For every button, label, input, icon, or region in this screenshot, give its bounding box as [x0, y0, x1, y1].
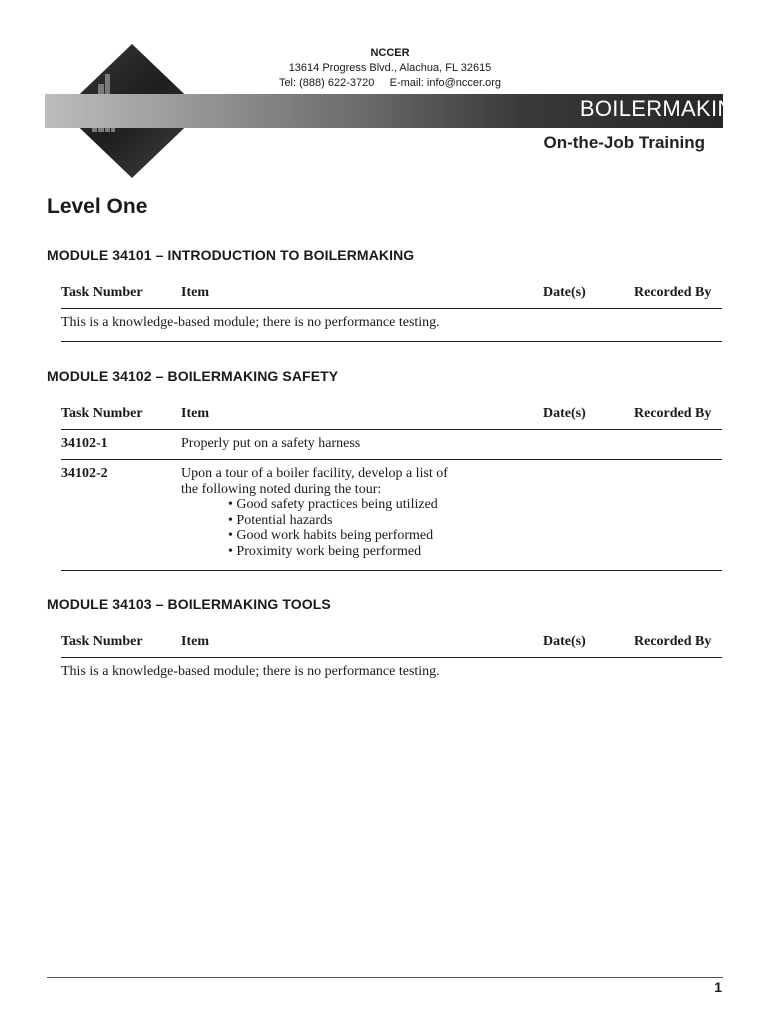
- level-title: Level One: [47, 195, 148, 218]
- page-number: 1: [714, 979, 722, 995]
- col-item: Item: [181, 285, 209, 300]
- bullet-item: • Good work habits being performed: [228, 528, 448, 544]
- col-dates: Date(s): [543, 634, 586, 649]
- table-header: [61, 634, 722, 658]
- col-dates: Date(s): [543, 285, 586, 300]
- col-task-number: Task Number: [61, 285, 143, 300]
- module-heading: MODULE 34102 – BOILERMAKING SAFETY: [47, 368, 339, 384]
- col-task-number: Task Number: [61, 406, 143, 421]
- bullet-list: [181, 497, 448, 559]
- module-heading: MODULE 34101 – INTRODUCTION TO BOILERMAKING: [47, 247, 415, 263]
- module-note: This is a knowledge-based module; there is no performance testing.: [61, 664, 440, 679]
- module-heading: MODULE 34103 – BOILERMAKING TOOLS: [47, 596, 331, 612]
- org-name: NCCER: [370, 47, 410, 59]
- phone-email: Tel: (888) 622-3720 E-mail: info@nccer.org: [278, 77, 502, 89]
- address: 13614 Progress Blvd., Alachua, FL 32615: [288, 62, 492, 74]
- col-task-number: Task Number: [61, 634, 143, 649]
- footer-rule: [47, 977, 723, 978]
- table-header: [61, 285, 722, 309]
- task-item-line: the following noted during the tour:: [181, 481, 382, 497]
- module-table: [61, 406, 722, 571]
- module-table: [61, 285, 722, 342]
- col-item: Item: [181, 634, 209, 649]
- module-note: This is a knowledge-based module; there is no performance testing.: [61, 315, 440, 330]
- task-item: Properly put on a safety harness: [181, 436, 361, 451]
- task-item: [181, 466, 448, 559]
- col-recorded-by: Recorded By: [634, 285, 712, 300]
- module-table: [61, 634, 722, 690]
- task-number: 34102-2: [61, 466, 108, 481]
- banner-title: BOILERMAKING: [579, 96, 751, 121]
- col-dates: Date(s): [543, 406, 586, 421]
- table-row: [61, 430, 722, 460]
- subtitle: On-the-Job Training: [543, 133, 705, 152]
- col-recorded-by: Recorded By: [634, 634, 712, 649]
- bullet-item: • Proximity work being performed: [228, 544, 448, 560]
- col-item: Item: [181, 406, 209, 421]
- table-row: [61, 658, 722, 690]
- col-recorded-by: Recorded By: [634, 406, 712, 421]
- task-number: 34102-1: [61, 436, 108, 451]
- table-header: [61, 406, 722, 430]
- table-row: [61, 460, 722, 571]
- task-item-line: Upon a tour of a boiler facility, develop a list of: [181, 466, 448, 481]
- bullet-item: • Potential hazards: [228, 513, 448, 529]
- contact-block: [250, 46, 530, 91]
- bullet-item: • Good safety practices being utilized: [228, 497, 448, 513]
- table-row: [61, 309, 722, 342]
